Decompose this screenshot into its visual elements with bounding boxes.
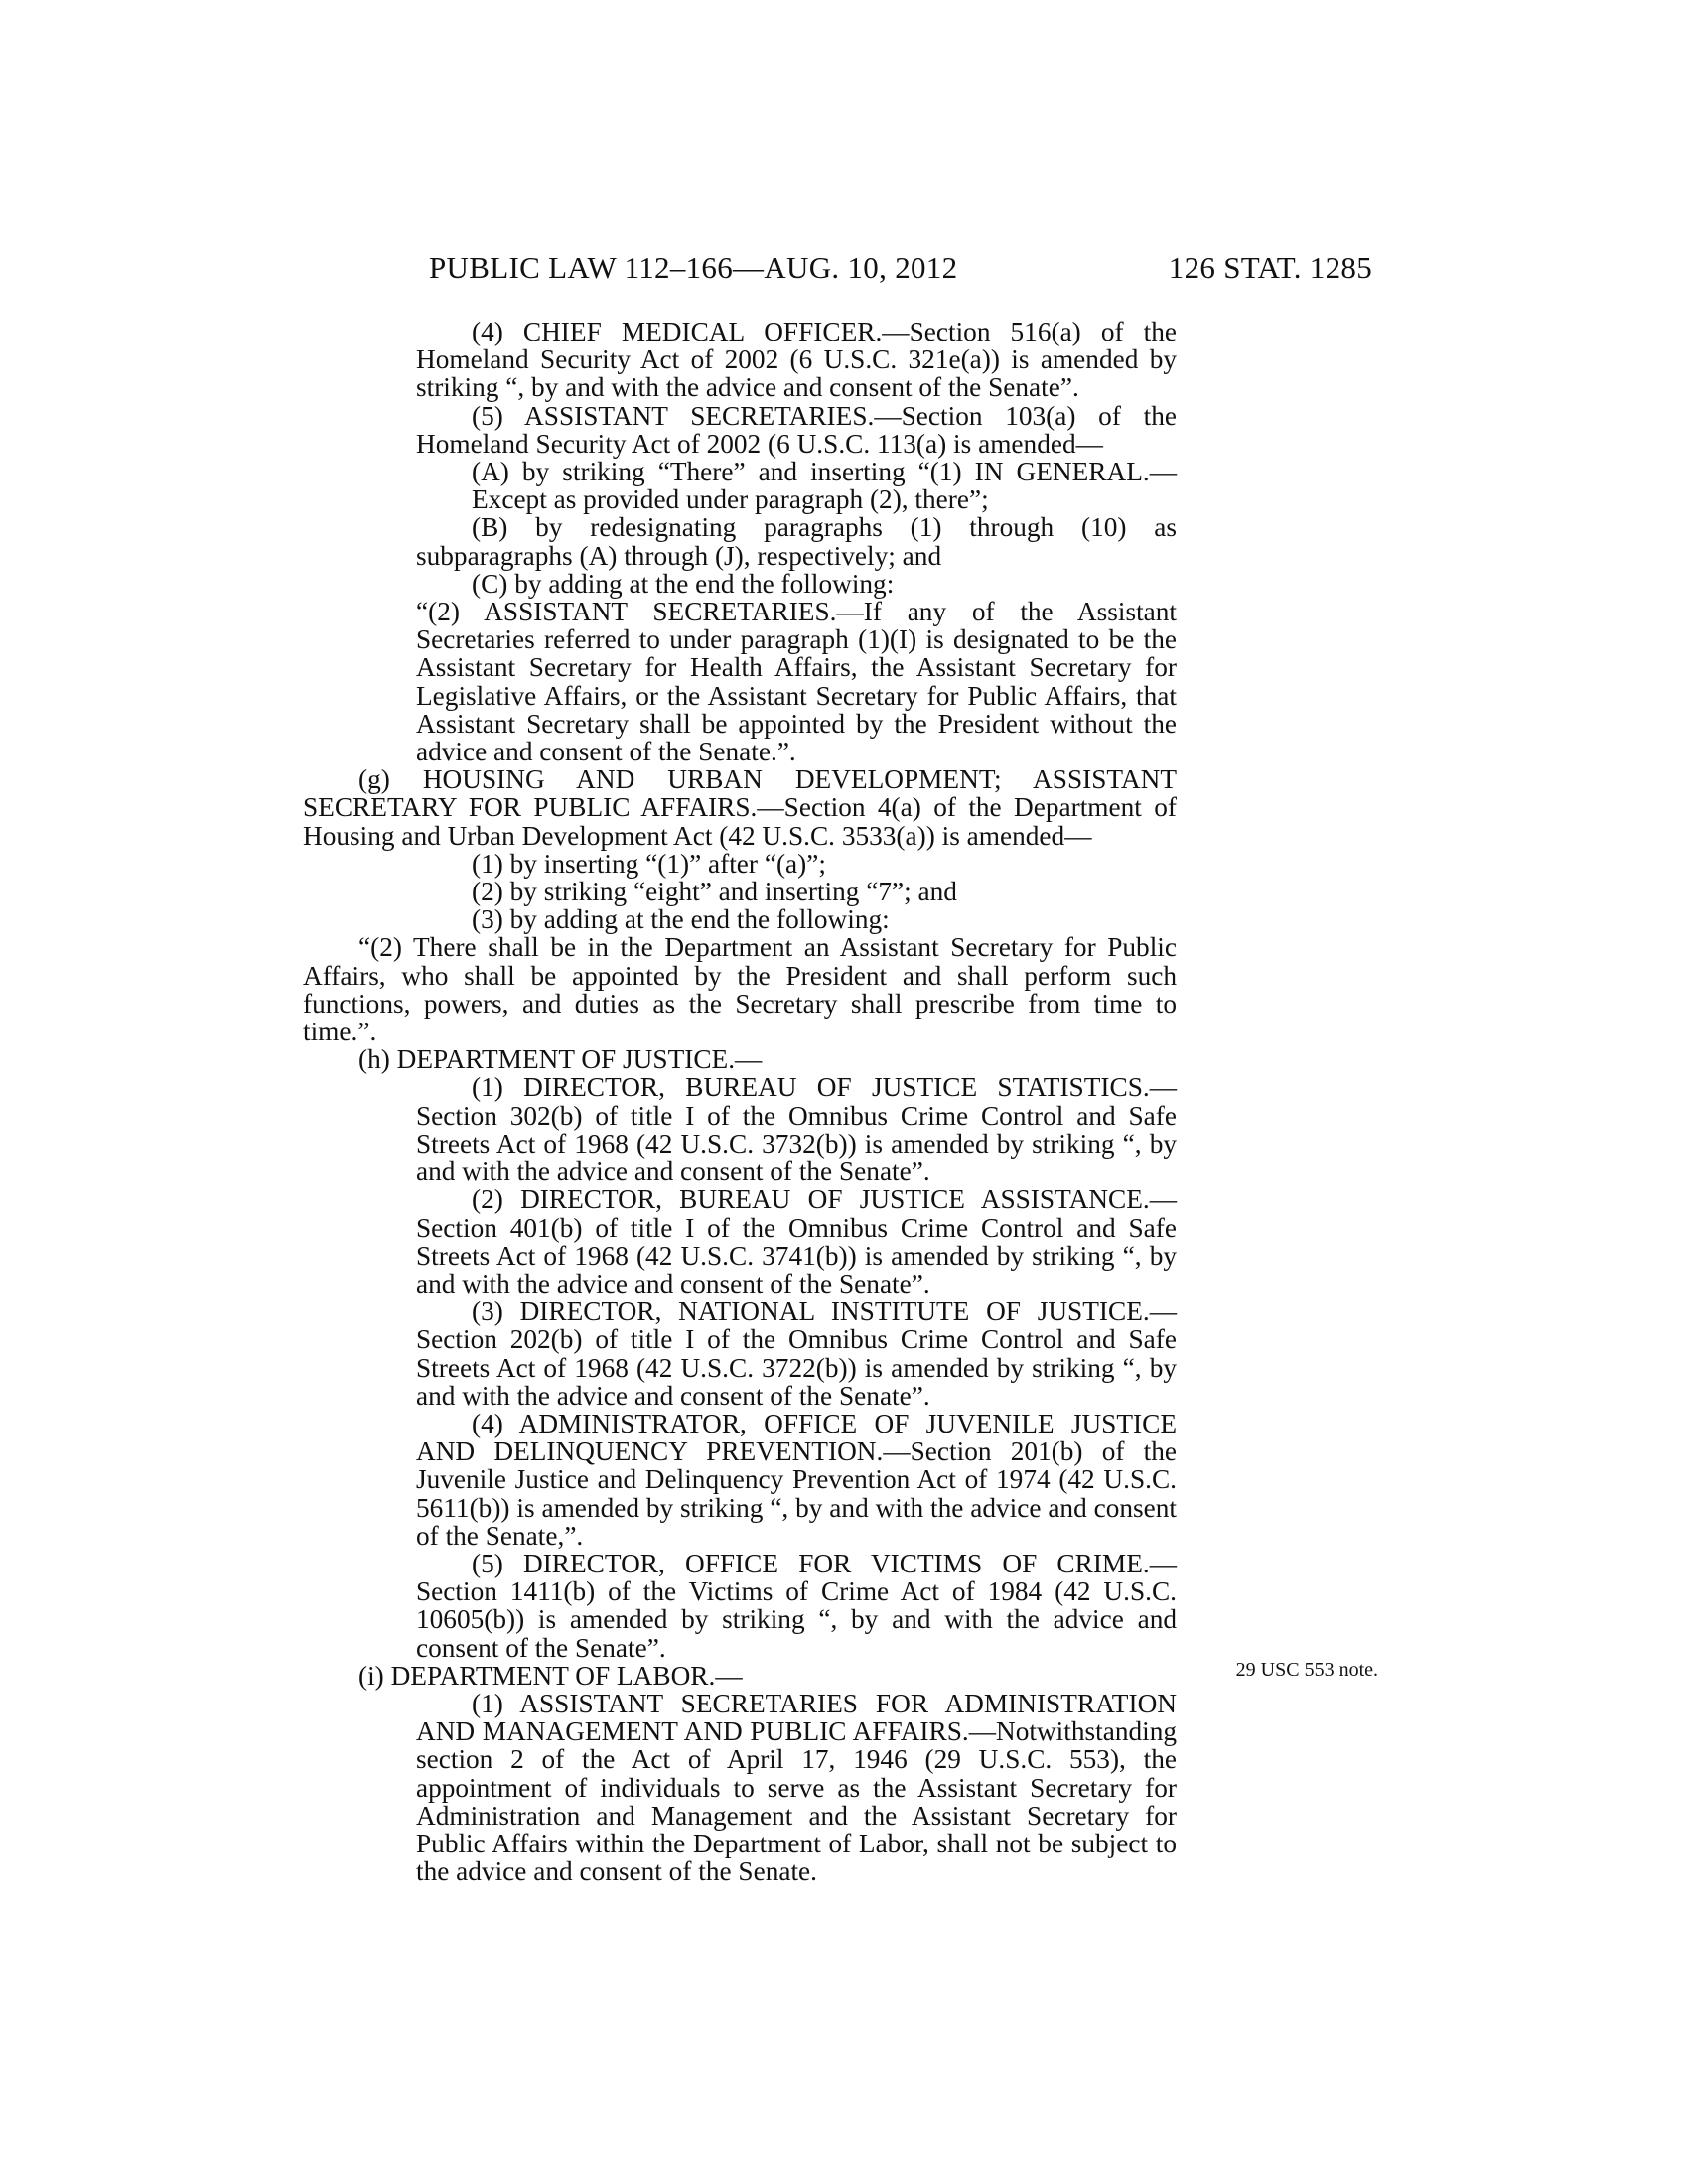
paragraph: (2) by striking “eight” and inserting “7”; and <box>472 877 957 907</box>
quoted-paragraph <box>303 598 1177 765</box>
paragraph: (C) by adding at the end the following: <box>472 568 895 599</box>
paragraph <box>303 513 1177 569</box>
paragraph: (5) DIRECTOR, OFFICE FOR VICTIMS OF CRIME.—Section 1411(b) of the Victims of Crime Act of 1984 (42 U.S.C. 10605(b)) is amended by striking “, by and with the advice and consent of the Senate”. <box>416 1548 1177 1663</box>
paragraph: (4) ADMINISTRATOR, OFFICE OF JUVENILE JUSTICE AND DELINQUENCY PREVENTION.—Section 201(b) of the Juvenile Justice and Delinquency Prevention Act of 1974 (42 U.S.C. 5611(b)) is amended by striking “, by and with the advice and consent of the Senate,”. <box>416 1408 1177 1551</box>
margin-note: 29 USC 553 note. <box>1235 1659 1378 1681</box>
subparagraph: (A) by striking “There” and inserting “(1) IN GENERAL.—Except as provided under paragraph (2), there”; <box>472 457 1177 515</box>
paragraph: (g) HOUSING AND URBAN DEVELOPMENT; ASSISTANT SECRETARY FOR PUBLIC AFFAIRS.—Section 4(a) of the Department of Housing and Urban Development Act (42 U.S.C. 3533(a)) is amended— <box>303 764 1177 851</box>
running-header-right: 126 STAT. 1285 <box>1168 250 1372 285</box>
quoted-paragraph-text: “(2) ASSISTANT SECRETARIES.—If any of the Assistant Secretaries referred to under paragraph (1)(I) is designated to be the Assistant Secretary for Health Affairs, the Assistant Secretary for Legislative Affairs, or the Assistant Secretary for Public Affairs, that Assistant Secretary shall be appointed by the President without the advice and consent of the Senate.”. <box>416 597 1177 767</box>
paragraph: (2) DIRECTOR, BUREAU OF JUSTICE ASSISTANCE.—Section 401(b) of title I of the Omnibus Crime Control and Safe Streets Act of 1968 (42 U.S.C. 3741(b)) is amended by striking “, by and with the advice and consent of the Senate”. <box>416 1184 1177 1298</box>
paragraph: (5) ASSISTANT SECRETARIES.—Section 103(a) of the Homeland Security Act of 2002 (6 U.S.C. 113(a) is amended— <box>416 400 1177 459</box>
document-body <box>303 318 1177 1885</box>
subparagraph: (B) by redesignating paragraphs (1) through (10) as subparagraphs (A) through (J), respectively; and <box>416 512 1177 571</box>
paragraph: (1) by inserting “(1)” after “(a)”; <box>472 848 826 879</box>
quoted-paragraph: “(2) There shall be in the Department an Assistant Secretary for Public Affairs, who shall be appointed by the President and shall perform such functions, powers, and duties as the Secretary shall prescribe from time to time.”. <box>303 932 1177 1047</box>
paragraph <box>303 458 1177 513</box>
paragraph: (i) DEPARTMENT OF LABOR.— <box>358 1660 743 1691</box>
running-header-left: PUBLIC LAW 112–166—AUG. 10, 2012 <box>429 250 958 285</box>
paragraph: (4) CHIEF MEDICAL OFFICER.—Section 516(a) of the Homeland Security Act of 2002 (6 U.S.C. 321e(a)) is amended by striking “, by and with the advice and consent of the Senate”. <box>416 317 1177 403</box>
paragraph: (1) ASSISTANT SECRETARIES FOR ADMINISTRATION AND MANAGEMENT AND PUBLIC AFFAIRS.—Notwithstanding section 2 of the Act of April 17, 1946 (29 U.S.C. 553), the appointment of individuals to serve as the Assistant Secretary for Administration and Management and the Assistant Secretary for Public Affairs within the Department of Labor, shall not be subject to the advice and consent of the Senate. <box>416 1688 1177 1887</box>
paragraph: (3) by adding at the end the following: <box>472 904 890 935</box>
paragraph: (h) DEPARTMENT OF JUSTICE.— <box>358 1044 763 1075</box>
paragraph: (3) DIRECTOR, NATIONAL INSTITUTE OF JUSTICE.—Section 202(b) of title I of the Omnibus Crime Control and Safe Streets Act of 1968 (42 U.S.C. 3722(b)) is amended by striking “, by and with the advice and consent of the Senate”. <box>416 1297 1177 1411</box>
paragraph: (1) DIRECTOR, BUREAU OF JUSTICE STATISTICS.—Section 302(b) of title I of the Omnibus Crime Control and Safe Streets Act of 1968 (42 U.S.C. 3732(b)) is amended by striking “, by and with the advice and consent of the Senate”. <box>416 1072 1177 1187</box>
